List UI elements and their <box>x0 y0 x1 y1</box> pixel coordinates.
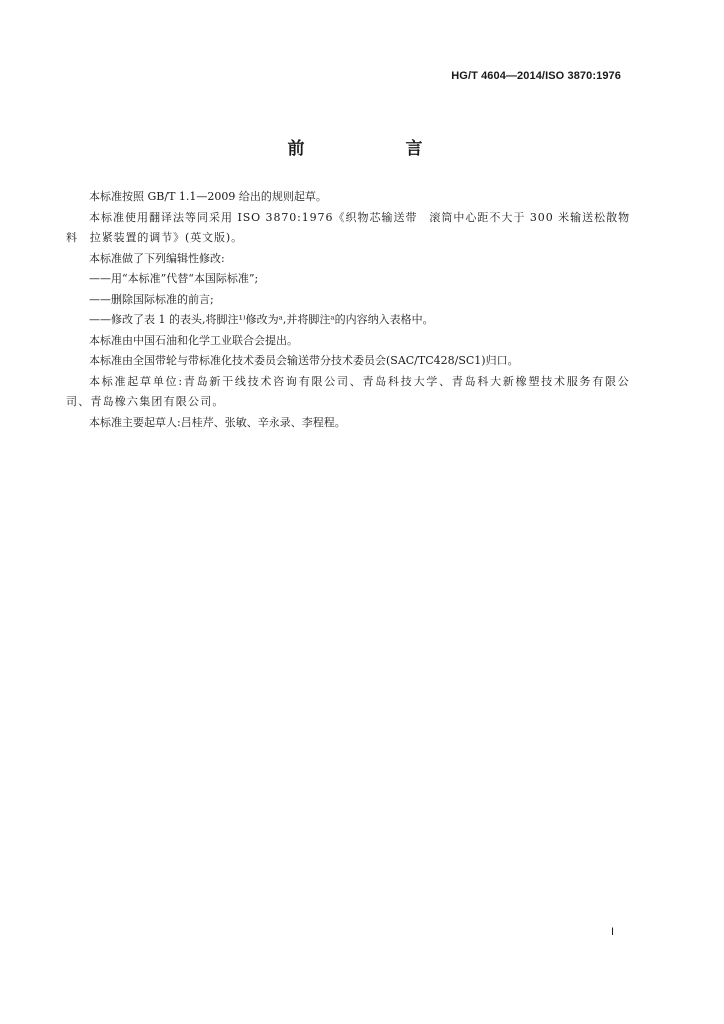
paragraph-proposed-by: 本标准由中国石油和化学工业联合会提出。 <box>89 333 298 347</box>
paragraph-drafting-units: 本标准起草单位:青岛新干线技术咨询有限公司、青岛科技大学、青岛科大新橡塑技术服务有限公司、青岛橡六集团有限公司。 <box>66 374 630 408</box>
foreword-body <box>66 187 630 433</box>
standard-code: HG/T 4604—2014/ISO 3870:1976 <box>451 70 621 82</box>
paragraph-drafters: 本标准主要起草人:吕桂芹、张敏、辛永录、李程程。 <box>89 415 346 429</box>
paragraph-drafting-rules: 本标准按照 GB/T 1.1—2009 给出的规则起草。 <box>89 190 327 203</box>
list-item-edit-3: ——修改了表 1 的表头,将脚注¹⁾修改为ᵃ,并将脚注ᵃ的内容纳入表格中。 <box>89 313 434 326</box>
list-item-edit-2: ——删除国际标准的前言; <box>89 292 214 306</box>
paragraph-centralized-by: 本标准由全国带轮与带标准化技术委员会输送带分技术委员会(SAC/TC428/SC1)归口。 <box>89 354 519 367</box>
paragraph-edits-intro: 本标准做了下列编辑性修改: <box>89 251 225 265</box>
page-number: I <box>611 926 615 938</box>
list-item-edit-1: ——用“本标准”代替“本国际标准”; <box>89 272 259 285</box>
page-title: 前 言 <box>287 139 465 159</box>
paragraph-adoption: 本标准使用翻译法等同采用 ISO 3870:1976《织物芯输送带 滚筒中心距不大于 300 米输送松散物料 拉紧装置的调节》(英文版)。 <box>66 210 630 244</box>
